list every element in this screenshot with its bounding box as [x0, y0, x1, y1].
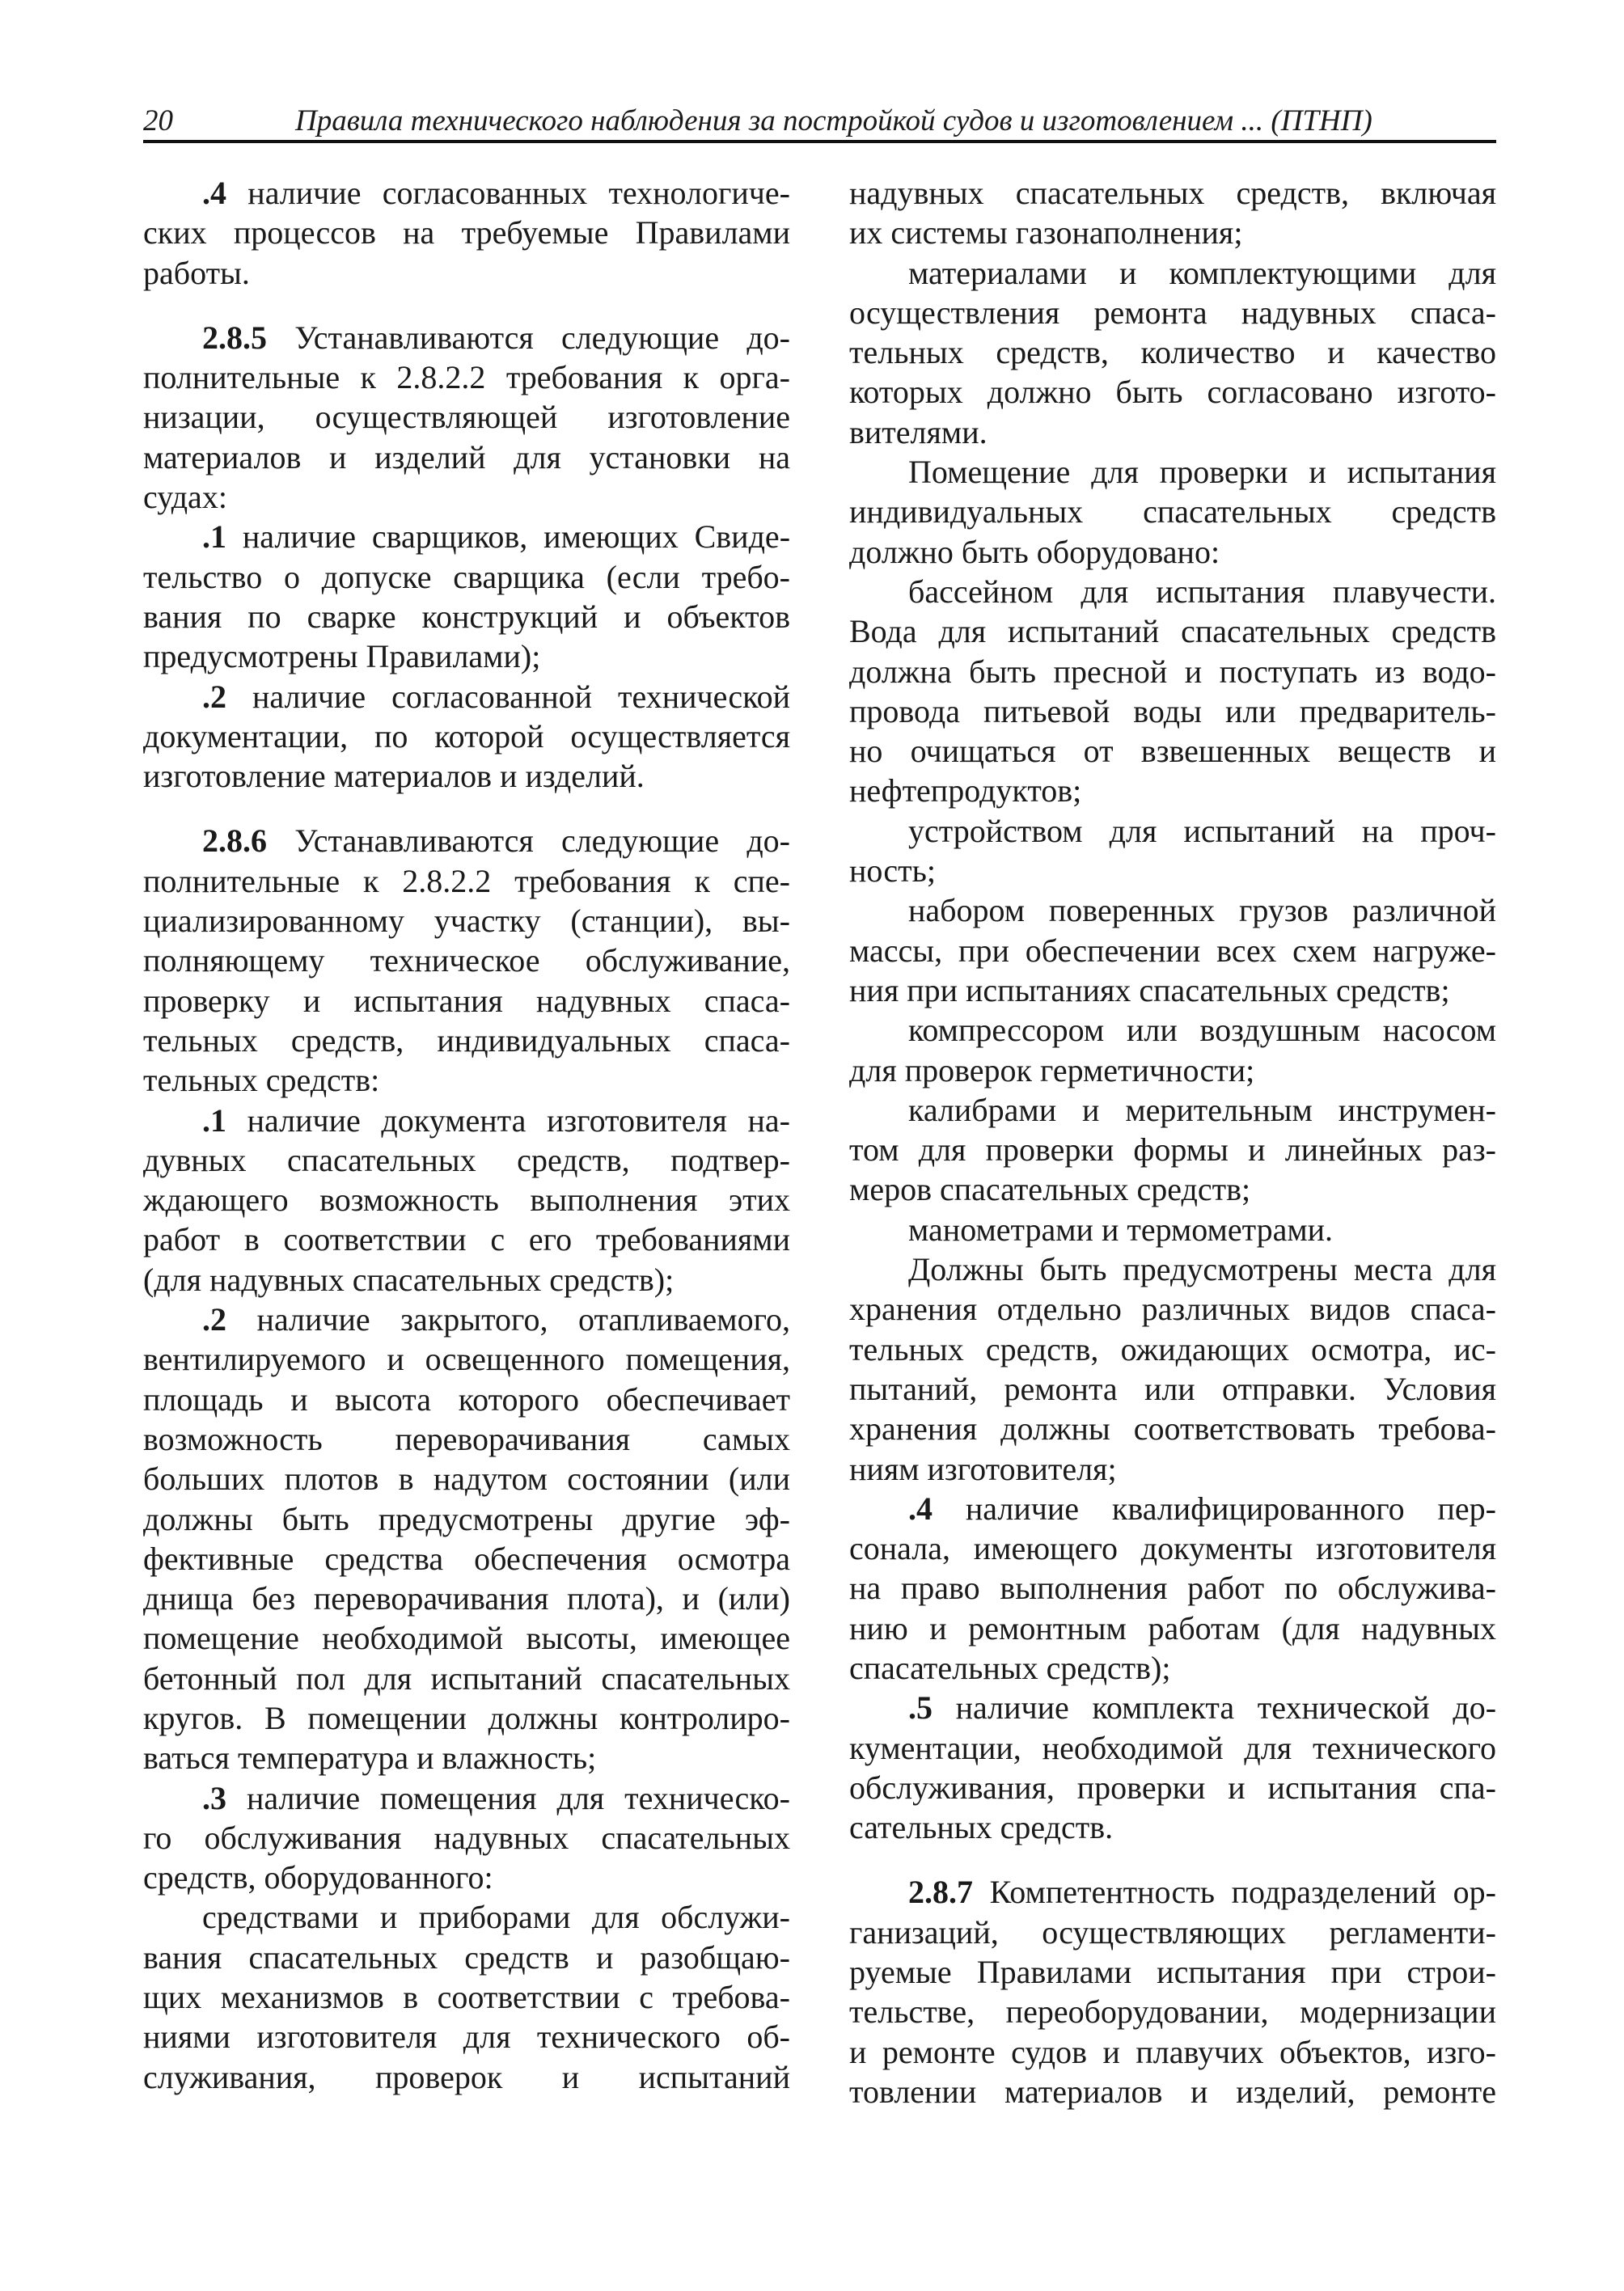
text-line: [849, 691, 1496, 731]
line-text: обслуживания, проверки и испытания спа-: [849, 1769, 1496, 1806]
text-line: [849, 731, 1496, 771]
text-line: [849, 1010, 1496, 1050]
text-line: [849, 173, 1496, 213]
text-line: [143, 397, 790, 437]
text-line: [143, 173, 790, 213]
text-line: [849, 1952, 1496, 1992]
line-text: бассейном для испытания плавучести.: [908, 573, 1496, 610]
paragraph: [849, 572, 1496, 811]
text-line: [849, 1872, 1496, 1912]
line-text: кументации, необходимой для технического: [849, 1729, 1496, 1766]
text-line: [849, 412, 1496, 452]
text-line: [143, 597, 790, 636]
line-text: документации, по которой осуществляется: [143, 717, 790, 755]
text-line: [143, 2057, 790, 2097]
line-text: предусмотрены Правилами);: [143, 638, 541, 675]
line-text: вителями.: [849, 413, 988, 450]
line-text: нефтепродуктов;: [849, 772, 1082, 809]
paragraph: [849, 1210, 1496, 1249]
line-text: том для проверки формы и линейных раз-: [849, 1131, 1496, 1169]
text-line: [849, 1169, 1496, 1209]
line-text: тельных средств, ожидающих осмотра, ис-: [849, 1330, 1496, 1367]
line-text: полнительные к 2.8.2.2 требования к орга-: [143, 359, 790, 396]
text-line: [143, 821, 790, 860]
line-text: ваться температура и влажность;: [143, 1739, 597, 1777]
line-text: ниями изготовителя для технического об-: [143, 2018, 790, 2056]
clause-item-5: [849, 1688, 1496, 1847]
text-line: [143, 437, 790, 477]
line-text: должно быть оборудовано:: [849, 533, 1220, 570]
text-line: [143, 1659, 790, 1698]
text-line: [143, 1339, 790, 1379]
line-text: наличие сварщиков, имеющих Свиде-: [242, 518, 791, 556]
line-text: полняющему техническое обслуживание,: [143, 942, 790, 979]
clause-number: 2.8.5: [202, 319, 267, 356]
line-text: ния при испытаниях спасательных средств;: [849, 971, 1450, 1008]
line-text: сонала, имеющего документы изготовителя: [849, 1530, 1496, 1567]
text-line: [849, 2072, 1496, 2111]
line-text: наличие документа изготовителя на-: [247, 1101, 791, 1139]
line-text: спасательных средств);: [849, 1649, 1171, 1686]
text-line: [143, 1140, 790, 1180]
text-line: [849, 1688, 1496, 1727]
line-text: но очищаться от взвешенных веществ и: [849, 733, 1496, 770]
line-text: возможность переворачивания самых: [143, 1420, 790, 1457]
left-column: [143, 173, 790, 2097]
line-text: проверку и испытания надувных спаса-: [143, 982, 790, 1019]
line-text: бетонный пол для испытаний спасательных: [143, 1659, 790, 1697]
line-text: циализированному участку (станции), вы-: [143, 902, 790, 940]
text-line: [143, 1380, 790, 1419]
line-text: Компетентность подразделений ор-: [989, 1874, 1497, 1911]
line-text: манометрами и термометрами.: [908, 1211, 1334, 1248]
text-line: [849, 492, 1496, 531]
text-line: [849, 890, 1496, 930]
text-line: [849, 931, 1496, 970]
line-text: товлении материалов и изделий, ремонте: [849, 2073, 1496, 2110]
line-text: нию и ремонтным работам (для надувных: [849, 1609, 1496, 1646]
text-line: [849, 1648, 1496, 1688]
line-text: работы.: [143, 254, 250, 291]
running-title: Правила технического наблюдения за постройкой судов и изготовлением ... (ПТНП): [295, 104, 1372, 137]
clause-item-1: [143, 1101, 790, 1300]
line-text: их системы газонаполнения;: [849, 214, 1243, 252]
text-line: [143, 253, 790, 293]
line-text: хранения отдельно различных видов спаса-: [849, 1291, 1496, 1328]
line-text: компрессором или воздушным насосом: [908, 1012, 1496, 1049]
text-line: [849, 1449, 1496, 1489]
line-text: тельстве, переоборудовании, модернизации: [849, 1993, 1496, 2031]
clause-item-2: [143, 677, 790, 797]
paragraph: [849, 253, 1496, 452]
text-line: [143, 636, 790, 676]
paragraph: [849, 811, 1496, 891]
line-text: площадь и высота которого обеспечивает: [143, 1380, 790, 1418]
text-line: [849, 1409, 1496, 1448]
line-text: наличие комплекта технической до-: [955, 1689, 1497, 1727]
line-text: фективные средства обеспечения осмотра: [143, 1540, 790, 1577]
text-line: [143, 213, 790, 252]
clause-number: .3: [202, 1779, 226, 1816]
line-text: должны быть предусмотрены другие эф-: [143, 1500, 790, 1537]
text-line: [143, 357, 790, 397]
line-text: Помещение для проверки и испытания: [908, 454, 1496, 491]
line-text: наличие закрытого, отапливаемого,: [256, 1301, 790, 1338]
line-text: индивидуальных спасательных средств: [849, 493, 1496, 530]
text-line: [849, 851, 1496, 890]
line-text: больших плотов в надутом состоянии (или: [143, 1460, 790, 1498]
clause-item-3: [143, 1778, 790, 1898]
line-text: наличие согласованных технологиче-: [247, 175, 790, 211]
line-text: материалами и комплектующими для: [908, 254, 1496, 291]
paragraph: [849, 1090, 1496, 1210]
clause-item-4: [143, 173, 790, 293]
text-line: [849, 1568, 1496, 1608]
text-line: [849, 293, 1496, 332]
line-text: работ в соответствии с его требованиями: [143, 1221, 790, 1258]
line-text: ских процессов на требуемые Правилами: [143, 214, 790, 252]
text-line: [849, 1728, 1496, 1768]
line-text: материалов и изделий для установки на: [143, 438, 790, 476]
line-text: низации, осуществляющей изготовление: [143, 399, 790, 436]
text-line: [849, 532, 1496, 572]
text-line: [849, 1249, 1496, 1289]
text-line: [143, 1219, 790, 1259]
line-text: (для надувных спасательных средств);: [143, 1261, 675, 1298]
text-line: [849, 1807, 1496, 1847]
text-line: [143, 940, 790, 980]
line-text: Устанавливаются следующие до-: [294, 319, 791, 356]
text-line: [143, 1938, 790, 1977]
line-text: на право выполнения работ по обслужива-: [849, 1570, 1496, 1607]
line-text: сательных средств.: [849, 1809, 1114, 1846]
paragraph: [849, 452, 1496, 572]
text-line: [849, 1050, 1496, 1090]
line-text: дувных спасательных средств, подтвер-: [143, 1141, 790, 1178]
text-line: [143, 677, 790, 716]
line-text: которых должно быть согласовано изгото-: [849, 374, 1496, 411]
line-text: кругов. В помещении должны контролиро-: [143, 1699, 790, 1736]
text-line: [143, 1738, 790, 1777]
running-header: [143, 104, 1496, 139]
text-line: [849, 1489, 1496, 1528]
text-line: [849, 771, 1496, 810]
line-text: пытаний, ремонта или отправки. Условия: [849, 1370, 1496, 1407]
line-text: массы, при обеспечении всех схем нагруже-: [849, 932, 1496, 969]
line-text: Устанавливаются следующие до-: [294, 822, 791, 860]
text-line: [143, 1698, 790, 1738]
page-number: 20: [143, 104, 173, 137]
text-line: [143, 1300, 790, 1339]
text-line: [849, 1329, 1496, 1369]
text-line: [849, 652, 1496, 691]
line-text: для проверок герметичности;: [849, 1051, 1255, 1088]
clause-2-8-5: [143, 318, 790, 517]
line-text: судах:: [143, 479, 227, 516]
text-line: [143, 1419, 790, 1459]
text-line: [143, 1897, 790, 1937]
line-text: днища без переворачивания плота), и (или): [143, 1580, 790, 1617]
line-text: наличие согласованной технической: [252, 678, 790, 715]
text-line: [143, 1618, 790, 1658]
text-line: [849, 1992, 1496, 2031]
text-line: [143, 1499, 790, 1539]
text-line: [143, 981, 790, 1021]
line-text: помещение необходимой высоты, имеющее: [143, 1620, 790, 1657]
text-line: [143, 901, 790, 940]
text-line: [143, 477, 790, 517]
line-text: тельство о допуске сварщика (если требо-: [143, 558, 790, 595]
text-line: [143, 1539, 790, 1579]
line-text: и ремонте судов и плавучих объектов, изго-: [849, 2033, 1496, 2070]
line-text: го обслуживания надувных спасательных: [143, 1819, 790, 1856]
text-line: [143, 557, 790, 597]
line-text: хранения должны соответствовать требова-: [849, 1410, 1496, 1448]
text-line: [849, 1608, 1496, 1648]
line-text: меров спасательных средств;: [849, 1171, 1251, 1208]
clause-number: .1: [202, 1101, 226, 1139]
text-line: [143, 2017, 790, 2056]
text-line: [849, 1210, 1496, 1249]
text-line: [849, 253, 1496, 293]
line-text: вания по сварке конструкций и объектов: [143, 598, 790, 635]
text-line: [849, 611, 1496, 651]
line-text: наличие квалифицированного пер-: [965, 1490, 1496, 1527]
text-line: [143, 756, 790, 796]
clause-number: .1: [202, 518, 226, 556]
text-line: [849, 572, 1496, 611]
line-text: устройством для испытаний на проч-: [908, 812, 1496, 849]
line-text: Вода для испытаний спасательных средств: [849, 613, 1496, 650]
text-line: [849, 1369, 1496, 1409]
text-line: [143, 517, 790, 556]
line-text: калибрами и мерительным инструмен-: [908, 1091, 1496, 1128]
clause-number: .2: [202, 678, 226, 715]
text-line: [849, 1130, 1496, 1169]
line-text: вания спасательных средств и разобщаю-: [143, 1938, 790, 1976]
line-text: наличие помещения для техническо-: [246, 1779, 790, 1816]
text-line: [143, 1459, 790, 1498]
line-text: осуществления ремонта надувных спаса-: [849, 294, 1496, 331]
line-text: ность;: [849, 852, 936, 890]
clause-2-8-6: [143, 821, 790, 1100]
text-line: [143, 861, 790, 901]
line-text: ждающего возможность выполнения этих: [143, 1181, 790, 1219]
line-text: провода питьевой воды или предваритель-: [849, 692, 1496, 729]
text-line: [143, 1579, 790, 1618]
paragraph: [849, 173, 1496, 253]
clause-2-8-7: [849, 1872, 1496, 2111]
clause-number: .4: [202, 175, 226, 211]
text-line: [143, 1060, 790, 1100]
line-text: тельных средств, количество и качество: [849, 334, 1496, 371]
text-line: [143, 1778, 790, 1818]
clause-number: .2: [202, 1301, 226, 1338]
text-line: [143, 1977, 790, 2017]
clause-number: 2.8.7: [908, 1874, 973, 1911]
text-line: [143, 1180, 790, 1219]
clause-number: 2.8.6: [202, 822, 267, 860]
line-text: тельных средств:: [143, 1062, 380, 1099]
header-rule: [143, 140, 1496, 143]
text-line: [849, 452, 1496, 492]
text-line: [143, 1021, 790, 1060]
clause-item-4: [849, 1489, 1496, 1688]
line-text: ганизаций, осуществляющих регламенти-: [849, 1913, 1496, 1951]
text-line: [849, 213, 1496, 252]
paragraph: [143, 1897, 790, 2096]
text-line: [143, 1101, 790, 1140]
line-text: средствами и приборами для обслужи-: [202, 1899, 790, 1936]
text-line: [849, 1090, 1496, 1130]
text-line: [849, 332, 1496, 372]
line-text: тельных средств, индивидуальных спаса-: [143, 1021, 790, 1059]
line-text: руемые Правилами испытания при строи-: [849, 1954, 1496, 1991]
text-line: [849, 1913, 1496, 1952]
text-line: [849, 811, 1496, 851]
text-line: [143, 716, 790, 756]
text-line: [849, 1768, 1496, 1807]
line-text: щих механизмов в соответствии с требова-: [143, 1979, 790, 2016]
text-line: [849, 1289, 1496, 1329]
text-line: [849, 1528, 1496, 1568]
clause-number: .4: [908, 1490, 933, 1527]
line-text: служивания, проверок и испытаний: [143, 2058, 790, 2095]
line-text: ниям изготовителя;: [849, 1450, 1117, 1487]
text-line: [143, 318, 790, 357]
line-text: должна быть пресной и поступать из водо-: [849, 653, 1496, 690]
paragraph: [849, 1010, 1496, 1090]
line-text: полнительные к 2.8.2.2 требования к спе-: [143, 862, 790, 899]
right-column: [849, 173, 1496, 2111]
text-line: [849, 970, 1496, 1010]
line-text: Должны быть предусмотрены места для: [908, 1251, 1496, 1288]
text-line: [143, 1858, 790, 1897]
clause-number: .5: [908, 1689, 933, 1727]
text-line: [849, 2032, 1496, 2072]
text-line: [143, 1260, 790, 1300]
line-text: набором поверенных грузов различной: [908, 892, 1496, 929]
line-text: изготовление материалов и изделий.: [143, 758, 645, 795]
clause-item-2: [143, 1300, 790, 1778]
paragraph: [849, 890, 1496, 1010]
paragraph: [849, 1249, 1496, 1489]
text-line: [849, 372, 1496, 412]
line-text: вентилируемого и освещенного помещения,: [143, 1341, 790, 1378]
text-line: [143, 1818, 790, 1858]
line-text: надувных спасательных средств, включая: [849, 175, 1496, 211]
line-text: средств, оборудованного:: [143, 1859, 493, 1896]
clause-item-1: [143, 517, 790, 676]
